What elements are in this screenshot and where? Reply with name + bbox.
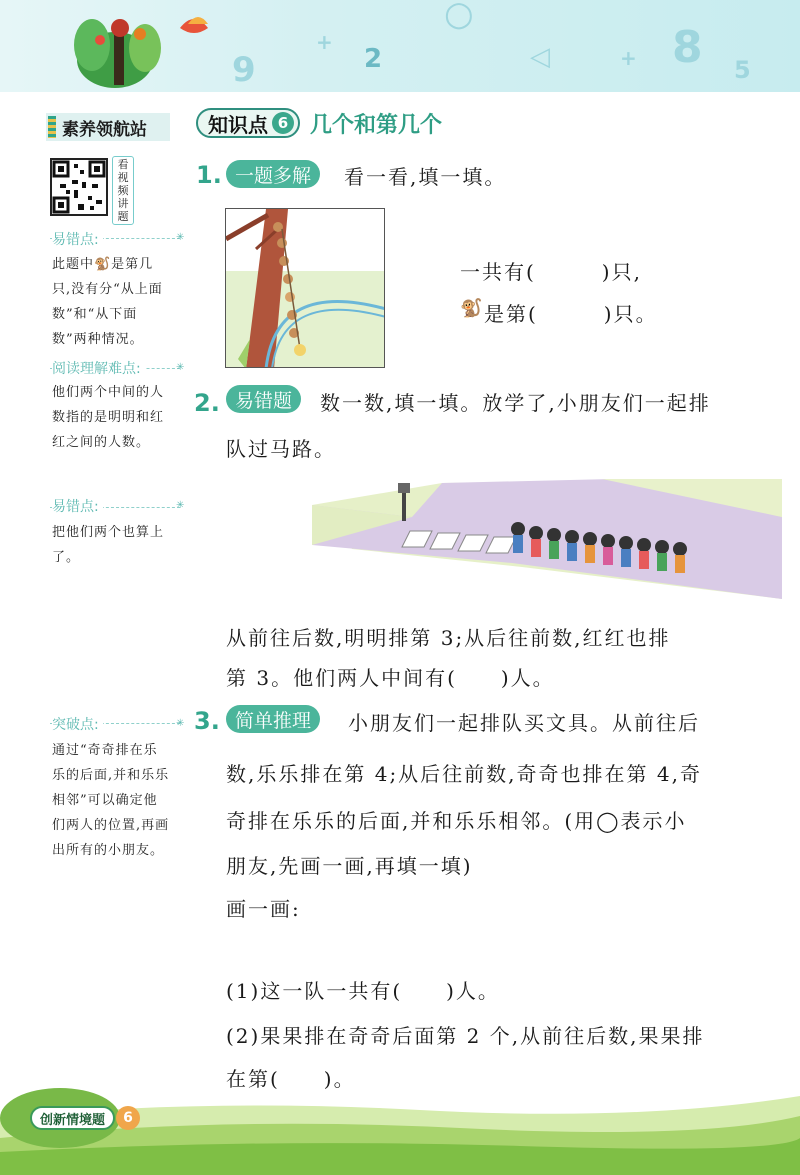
q2-prompt-line-2: 队过马路。: [226, 437, 336, 461]
question-number-2: 2.: [194, 389, 220, 417]
q3-prompt-line-3: 奇排在乐乐的后面,并和乐乐相邻。(用◯表示小: [226, 809, 687, 833]
sidebar-header: [46, 113, 170, 141]
knowledge-point-label: 知识点: [208, 112, 268, 137]
q3-sub-question-2-line-2: 在第( )。: [226, 1067, 356, 1091]
q2-prompt-line-1: 数一数,填一填。放学了,小朋友们一起排: [320, 391, 711, 415]
tip-body-mistake-2: 把他们两个也算上了。: [52, 525, 165, 565]
star-icon: ✳: [176, 718, 185, 729]
q3-sub-question-1: (1)这一队一共有( )人。: [226, 979, 500, 1003]
q3-draw-label: 画一画:: [226, 897, 301, 921]
decor-digit-2: 2: [364, 44, 383, 74]
monkey-icon: 🐒: [460, 298, 483, 319]
knowledge-point-badge: [196, 108, 300, 138]
qr-label: 看视频讲题: [112, 156, 134, 225]
header-banner: [0, 0, 800, 92]
q3-prompt-line-2: 数,乐乐排在第 4;从后往前数,奇奇也排在第 4,奇: [226, 762, 702, 786]
decor-circle-symbol: ○: [444, 0, 474, 34]
question-tag-1: 一题多解: [226, 160, 320, 188]
q1-answer-line-2: 是第( )只。: [484, 302, 658, 326]
tip-body-reading: 他们两个中间的人数指的是明明和红红之间的人数。: [52, 385, 165, 450]
q3-drawing-area[interactable]: [226, 925, 766, 970]
q3-sub-question-2-line-1: (2)果果排在奇奇后面第 2 个,从前往后数,果果排: [226, 1024, 705, 1048]
decor-plus: +: [316, 30, 333, 54]
knowledge-point-title: 几个和第几个: [310, 112, 443, 138]
star-icon: ✳: [176, 362, 185, 373]
decor-plant-illustration: [70, 0, 240, 92]
tip-head-mistake: 易错点:: [52, 229, 103, 249]
q3-prompt-line-1: 小朋友们一起排队买文具。从前往后: [348, 711, 700, 735]
footer-grass-decoration: [0, 1088, 800, 1175]
qr-code-icon[interactable]: [50, 158, 108, 216]
knowledge-point-number: 6: [272, 112, 294, 134]
question-tag-3: 简单推理: [226, 705, 320, 733]
footer-section-tag: 创新情境题: [30, 1106, 115, 1130]
tip-head-reading: 阅读理解难点:: [52, 358, 145, 378]
star-icon: ✳: [176, 232, 185, 243]
sidebar-stripe-icon: [48, 116, 56, 138]
knowledge-point-heading: [196, 107, 442, 139]
q3-prompt-line-4: 朋友,先画一画,再填一填): [226, 854, 473, 878]
decor-digit-8: 8: [672, 22, 703, 73]
question-prompt-1: 看一看,填一填。: [344, 165, 507, 189]
tip-head-breakthrough: 突破点:: [52, 714, 103, 734]
question-number-1: 1.: [196, 161, 222, 189]
question-number-3: 3.: [194, 707, 220, 735]
decor-digit-9: 9: [232, 50, 256, 90]
monkey-tree-illustration: [225, 208, 385, 368]
sidebar-title: 素养领航站: [62, 119, 147, 140]
page-number: 6: [116, 1106, 140, 1130]
question-tag-2: 易错题: [226, 385, 301, 413]
tip-body-mistake: 此题中🐒是第几只,没有分“从上面数”和“从下面数”两种情况。: [52, 257, 163, 347]
tip-head-mistake-2: 易错点:: [52, 496, 103, 516]
decor-plus-2: +: [620, 46, 637, 70]
crosswalk-illustration: [312, 477, 782, 605]
q2-text-line-2: 第 3。他们两人中间有( )人。: [226, 666, 555, 690]
decor-triangle: ◁: [530, 42, 550, 72]
q1-answer-line-1: 一共有( )只,: [460, 260, 642, 284]
q2-text-line-1: 从前往后数,明明排第 3;从后往前数,红红也排: [226, 626, 671, 650]
star-icon: ✳: [176, 500, 185, 511]
tip-body-breakthrough: 通过“奇奇排在乐乐的后面,并和乐乐相邻”可以确定他们两人的位置,再画出所有的小朋友。: [52, 743, 170, 858]
decor-digit-5: 5: [734, 56, 751, 84]
